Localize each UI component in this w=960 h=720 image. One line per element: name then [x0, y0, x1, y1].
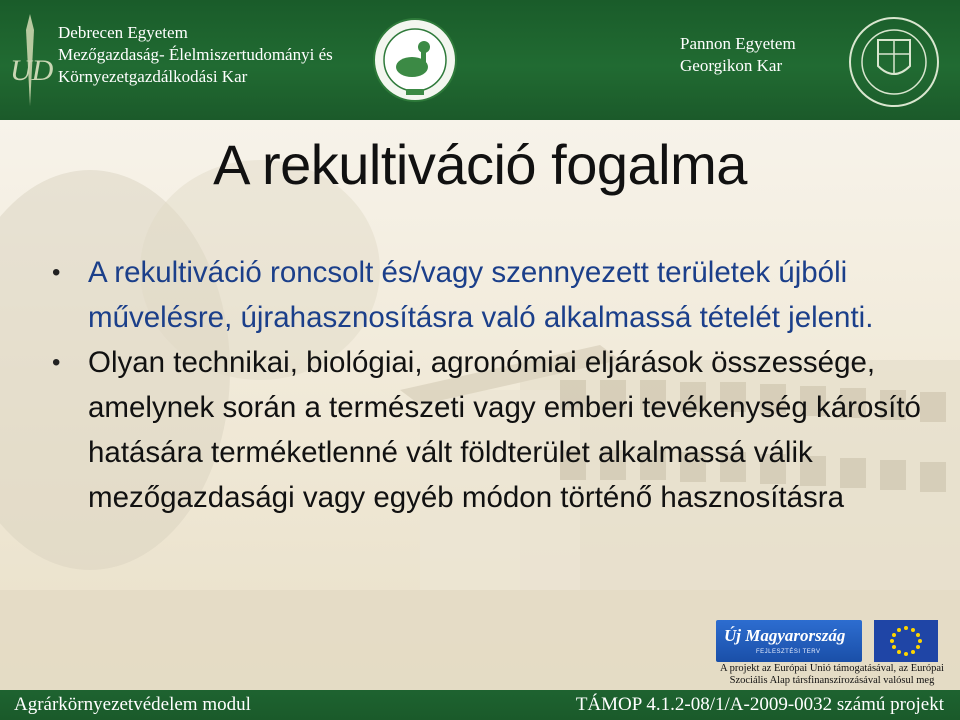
uj-magyarorszag-logo — [716, 620, 862, 662]
uj-logo-subtext: FEJLESZTÉSI TERV — [756, 649, 821, 655]
header-right-line-1: Pannon Egyetem — [680, 34, 796, 53]
footer-project-id: TÁMOP 4.1.2-08/1/A-2009-0032 számú projekt — [575, 694, 944, 715]
bullet-text: A rekultiváció roncsolt és/vagy szennyezett területek újbóli művelésre, újrahasznosításra való alkalmassá tételét jelenti. — [88, 256, 874, 334]
bullet-dot-icon: • — [52, 349, 61, 376]
debrecen-seal-icon — [372, 17, 458, 103]
ud-logo-icon — [6, 10, 54, 110]
slide-title: A rekultiváció fogalma — [213, 133, 747, 196]
header-bar — [0, 0, 960, 120]
bullet-dot-icon: • — [52, 259, 61, 286]
eu-funding-block — [712, 616, 948, 688]
svg-text:UD: UD — [10, 54, 54, 87]
bullet-item — [50, 250, 930, 340]
uj-logo-text: Új Magyarország — [724, 626, 846, 645]
header-left-line-1: Debrecen Egyetem — [58, 23, 188, 42]
bullet-list — [50, 250, 930, 520]
eu-flag-icon — [874, 620, 938, 662]
header-right-text — [680, 33, 796, 77]
pannon-seal-icon — [848, 16, 940, 108]
header-left-line-2: Mezőgazdaság- Élelmiszertudományi és — [58, 45, 333, 64]
bullet-item — [50, 340, 930, 520]
header-left-line-3: Környezetgazdálkodási Kar — [58, 67, 248, 86]
footer-module-name: Agrárkörnyezetvédelem modul — [14, 694, 251, 715]
eu-note-line-1: A projekt az Európai Unió támogatásával, az Európai — [720, 663, 944, 674]
header-left-text — [58, 22, 333, 88]
bullet-text: Olyan technikai, biológiai, agronómiai eljárások összessége, amelynek során a természeti vagy emberi tevékenység károsító hatására terméketlenné vált földterület alkalmassá válik mezőgazdasági vagy egyéb módon történő hasznosításra — [88, 346, 921, 514]
footer-bar — [0, 690, 960, 720]
eu-funding-note — [714, 663, 950, 687]
eu-note-line-2: Szociális Alap társfinanszírozásával valósul meg — [729, 675, 935, 686]
header-right-line-2: Georgikon Kar — [680, 56, 783, 75]
